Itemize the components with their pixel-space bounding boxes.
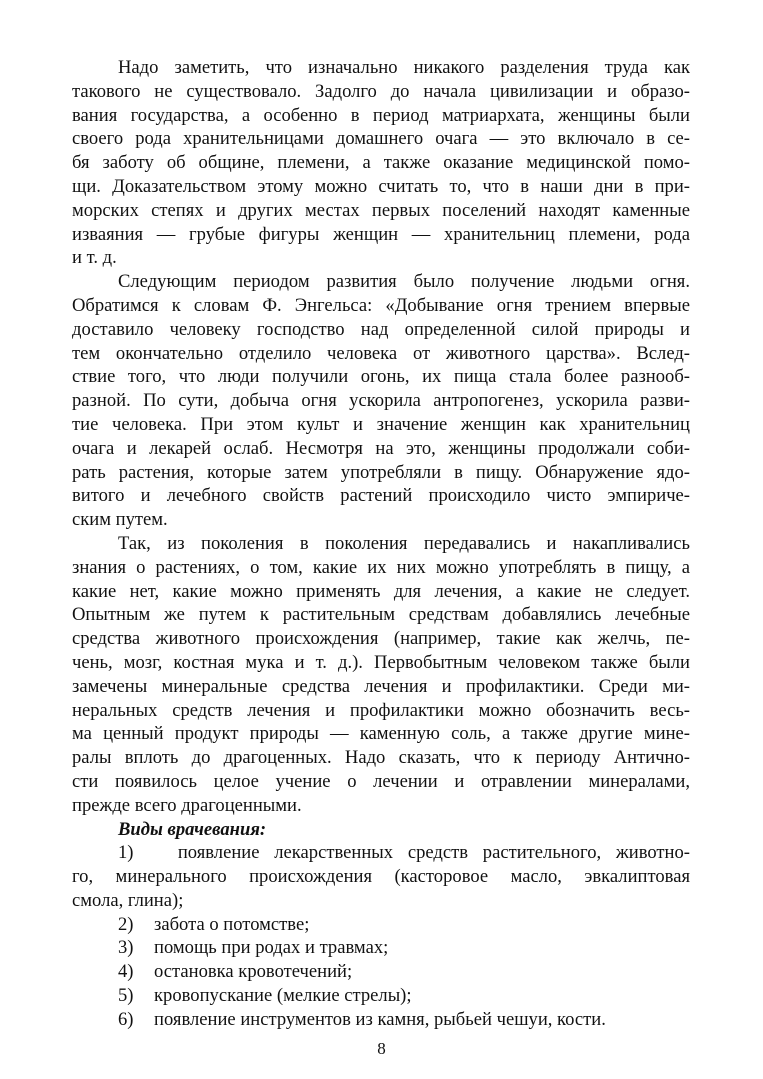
list-item-line (72, 841, 690, 865)
list-item-text: забота о потомстве; (154, 913, 310, 935)
paragraph-line: изваяния — грубые фигуры женщин — хранительниц племени, рода (72, 223, 690, 245)
page-body (72, 56, 690, 1032)
list-item-text: кровопускание (мелкие стрелы); (154, 985, 412, 1007)
paragraph-line: ма ценный продукт природы — каменную соль, а также другие мине- (72, 723, 690, 745)
paragraph-line: ским путем. (72, 509, 168, 531)
paragraph-line: чень, мозг, костная мука и т. д.). Первобытным человеком также были (72, 651, 690, 673)
list-item-line: смола, глина); (72, 889, 184, 911)
list-item-number: 6) (118, 1008, 134, 1030)
paragraph-line: сти появилось целое учение о лечении и отравлении минералами, (72, 770, 690, 792)
paragraph-2 (72, 270, 690, 532)
list-item (72, 1008, 690, 1032)
paragraph-line: щи. Доказательством этому можно считать то, что в наши дни в при- (72, 175, 690, 197)
paragraph-1 (72, 56, 690, 270)
paragraph-line: ствие того, что люди получили огонь, их пища стала более разнооб- (72, 366, 690, 388)
list-item-number: 2) (118, 913, 134, 935)
list-item-number: 4) (118, 961, 134, 983)
paragraph-line: и т. д. (72, 247, 117, 269)
list-item-number: 1) (118, 842, 134, 864)
list-item-line: го, минерального происхождения (касторовое масло, эвкалиптовая (72, 866, 690, 888)
paragraph-line: тем окончательно отделило человека от животного царства». Вслед- (72, 342, 690, 364)
paragraph-line: тие человека. При этом культ и значение женщин как хранительниц (72, 413, 690, 435)
paragraph-line: Так, из поколения в поколения передавались и накапливались (118, 532, 690, 554)
paragraph-line: неральных средств лечения и профилактики можно обозначить весь- (72, 699, 690, 721)
paragraph-line: средства животного происхождения (например, такие как желчь, пе- (72, 628, 690, 650)
list-item (72, 960, 690, 984)
paragraph-line: замечены минеральные средства лечения и профилактики. Среди ми- (72, 675, 690, 697)
list-item-number: 3) (118, 937, 134, 959)
paragraph-line: такового не существовало. Задолго до начала цивилизации и образо- (72, 80, 690, 102)
paragraph-3 (72, 532, 690, 818)
paragraph-line: вания государства, а особенно в период матриархата, женщины были (72, 104, 690, 126)
paragraph-line: Обратимся к словам Ф. Энгельса: «Добывание огня трением впервые (72, 294, 690, 316)
paragraph-line: рать растения, которые затем употребляли в пищу. Обнаружение ядо- (72, 461, 690, 483)
paragraph-line: Надо заметить, что изначально никакого разделения труда как (118, 57, 690, 78)
list-item (72, 913, 690, 937)
list-item-text: появление инструментов из камня, рыбьей чешуи, кости. (154, 1008, 606, 1030)
paragraph-line: знания о растениях, о том, какие их них можно употреблять в пищу, а (72, 556, 690, 578)
paragraph-line: своего рода хранительницами домашнего очага — это включало в се- (72, 128, 690, 150)
list-item (72, 936, 690, 960)
paragraph-line: бя заботу об общине, племени, а также оказание медицинской помо- (72, 152, 690, 174)
paragraph-line: Опытным же путем к растительным средствам добавлялись лечебные (72, 604, 690, 626)
paragraph-line: какие нет, какие можно применять для лечения, а какие не следует. (72, 580, 690, 602)
paragraph-line: разной. По сути, добыча огня ускорила антропогенез, ускорила разви- (72, 390, 690, 412)
paragraph-line: доставило человеку господство над определенной силой природы и (72, 318, 690, 340)
page-number: 8 (377, 1039, 386, 1058)
paragraph-line: прежде всего драгоценными. (72, 794, 302, 816)
list-item (72, 841, 690, 912)
section-heading: Виды врачевания: (118, 818, 267, 840)
list-item-text: помощь при родах и травмах; (154, 937, 389, 959)
paragraph-line: витого и лечебного свойств растений происходило чисто эмпириче- (72, 485, 690, 507)
treatment-list (72, 841, 690, 1031)
paragraph-line: ралы вплоть до драгоценных. Надо сказать, что к периоду Антично- (72, 747, 690, 769)
list-item-text: появление лекарственных средств растительного, животно- (177, 842, 690, 864)
list-item (72, 984, 690, 1008)
list-item-text: остановка кровотечений; (154, 961, 353, 983)
paragraph-line: морских степях и других местах первых поселений находят каменные (72, 199, 690, 221)
paragraph-line: очага и лекарей ослаб. Несмотря на это, женщины продолжали соби- (72, 437, 690, 459)
paragraph-line: Следующим периодом развития было получение людьми огня. (118, 271, 690, 293)
list-item-number: 5) (118, 985, 134, 1007)
